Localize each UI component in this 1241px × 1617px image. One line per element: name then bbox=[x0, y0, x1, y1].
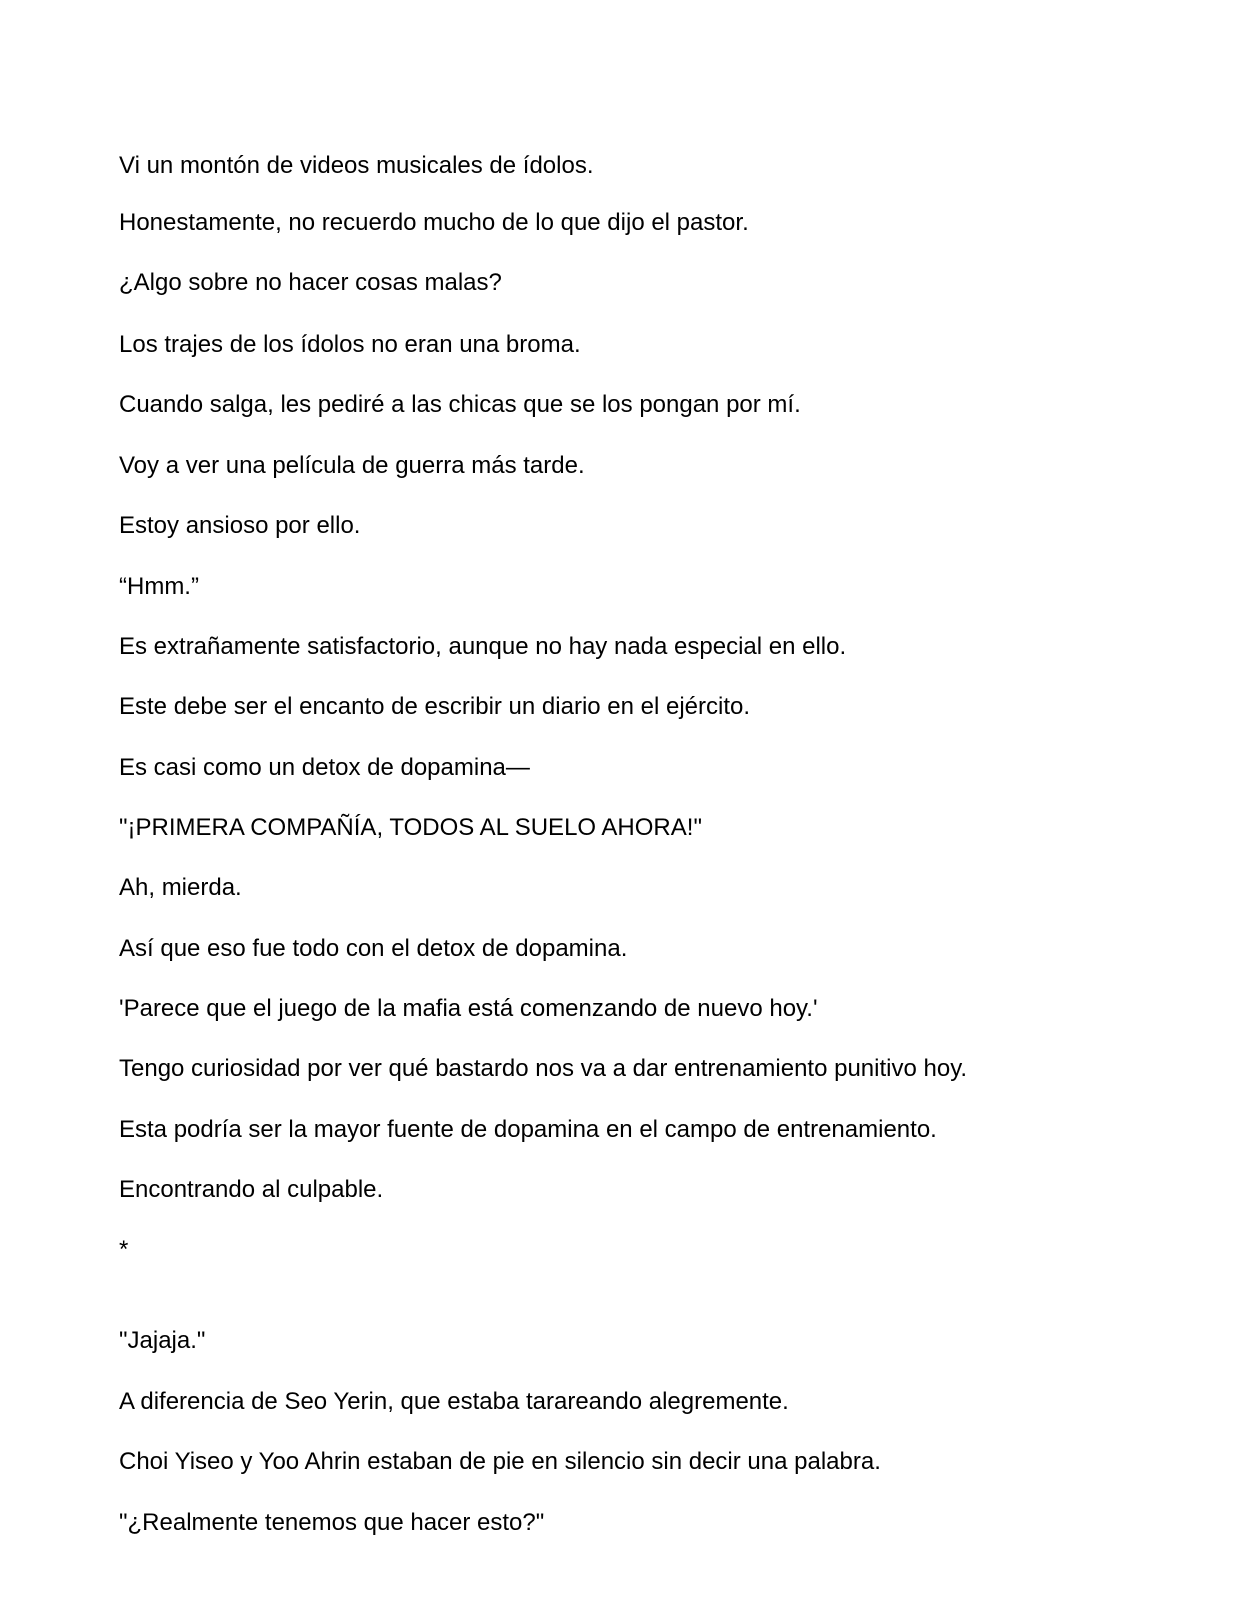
paragraph: Ah, mierda. bbox=[119, 874, 242, 901]
paragraph: Este debe ser el encanto de escribir un diario en el ejército. bbox=[119, 693, 751, 720]
paragraph: A diferencia de Seo Yerin, que estaba tarareando alegremente. bbox=[119, 1388, 789, 1415]
paragraph: Honestamente, no recuerdo mucho de lo que dijo el pastor. bbox=[119, 209, 749, 236]
paragraph: Esta podría ser la mayor fuente de dopamina en el campo de entrenamiento. bbox=[119, 1116, 937, 1143]
paragraph: 'Parece que el juego de la mafia está comenzando de nuevo hoy.' bbox=[119, 995, 818, 1022]
paragraph: Es extrañamente satisfactorio, aunque no hay nada especial en ello. bbox=[119, 633, 847, 660]
paragraph: "¿Realmente tenemos que hacer esto?" bbox=[119, 1509, 545, 1536]
paragraph: Choi Yiseo y Yoo Ahrin estaban de pie en silencio sin decir una palabra. bbox=[119, 1448, 881, 1475]
paragraph: Tengo curiosidad por ver qué bastardo nos va a dar entrenamiento punitivo hoy. bbox=[119, 1055, 968, 1082]
paragraph: “Hmm.” bbox=[119, 573, 199, 600]
paragraph: Así que eso fue todo con el detox de dopamina. bbox=[119, 935, 628, 962]
paragraph: Cuando salga, les pediré a las chicas que se los pongan por mí. bbox=[119, 391, 801, 418]
paragraph: "¡PRIMERA COMPAÑÍA, TODOS AL SUELO AHORA!" bbox=[119, 814, 702, 841]
paragraph: "Jajaja." bbox=[119, 1327, 206, 1354]
paragraph: Los trajes de los ídolos no eran una broma. bbox=[119, 331, 581, 358]
paragraph: Vi un montón de videos musicales de ídolos. bbox=[119, 152, 594, 179]
paragraph: Es casi como un detox de dopamina— bbox=[119, 754, 530, 781]
paragraph: Voy a ver una película de guerra más tarde. bbox=[119, 452, 585, 479]
section-separator: * bbox=[119, 1236, 129, 1263]
paragraph: Encontrando al culpable. bbox=[119, 1176, 384, 1203]
paragraph: ¿Algo sobre no hacer cosas malas? bbox=[119, 269, 502, 296]
paragraph: Estoy ansioso por ello. bbox=[119, 512, 361, 539]
